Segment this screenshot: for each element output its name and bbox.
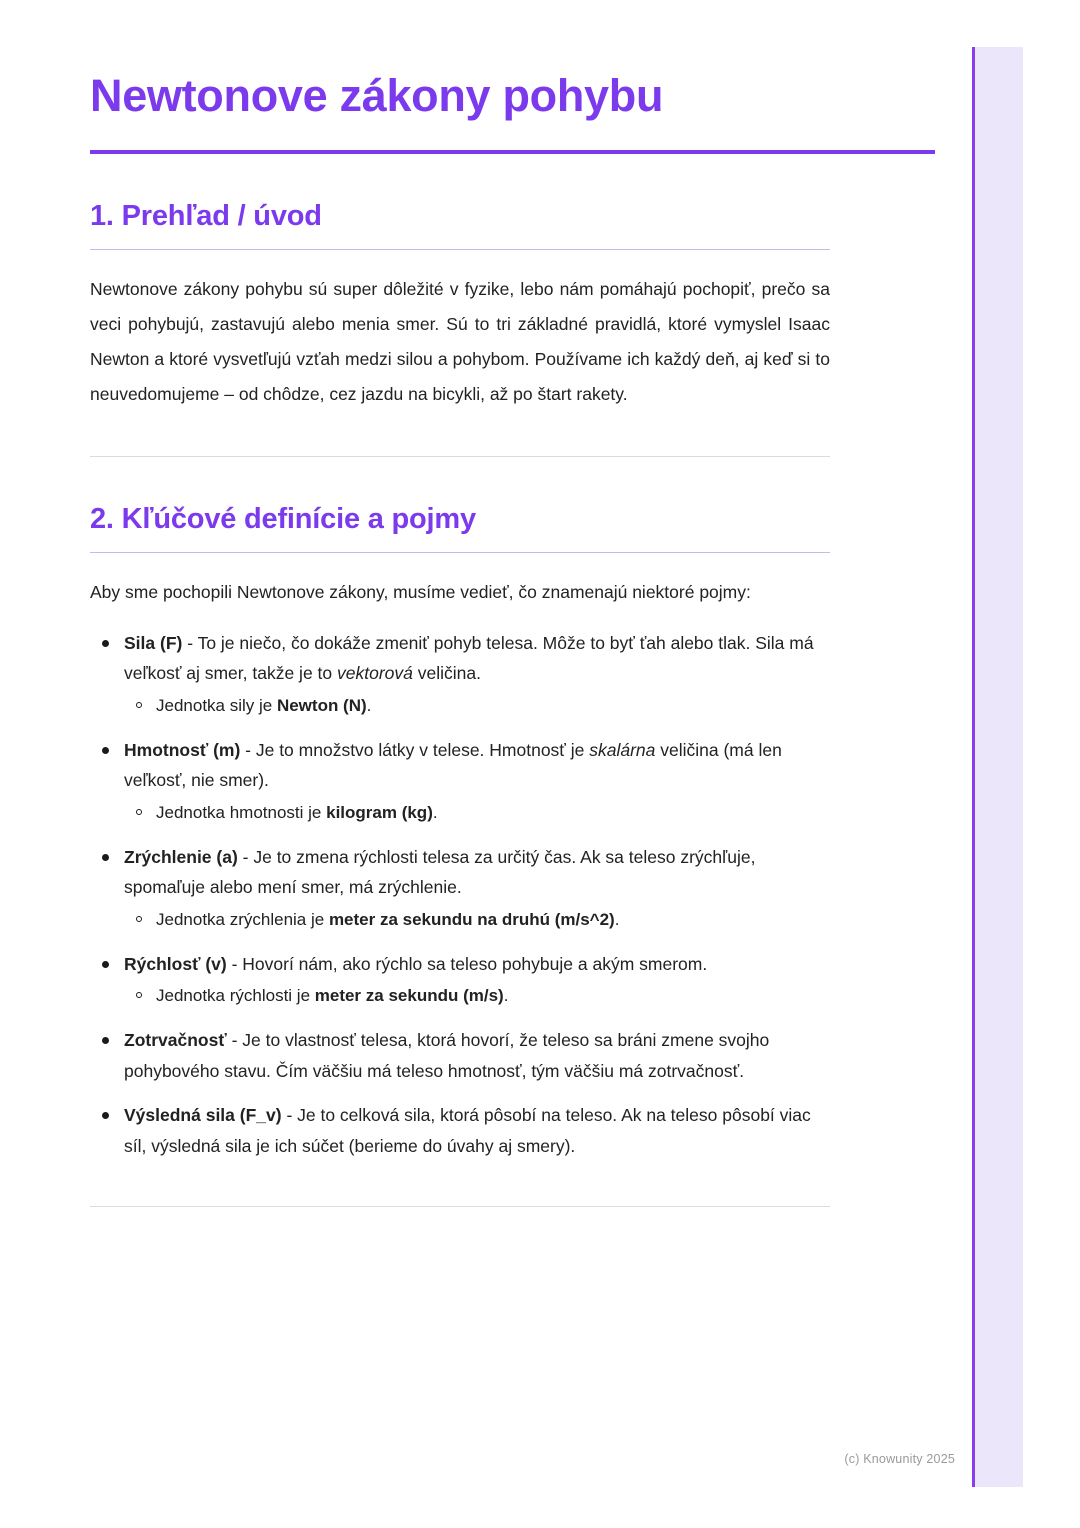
definition-term: Výsledná sila (F_v) bbox=[124, 1105, 282, 1126]
unit-value: Newton (N) bbox=[276, 696, 367, 715]
decorative-side-band bbox=[975, 47, 1023, 1487]
definition-term: Rýchlosť (v) bbox=[124, 953, 227, 974]
list-item bbox=[90, 628, 830, 721]
sub-list-item bbox=[124, 691, 830, 721]
section-1-heading: 1. Prehľad / úvod bbox=[90, 199, 322, 232]
section-1-paragraph: Newtonove zákony pohybu sú super dôležité v fyzike, lebo nám pomáhajú pochopiť, prečo sa veci pohybujú, zastavujú alebo menia smer. Sú to tri základné pravidlá, ktoré vymyslel Isaac Newton a ktoré vysvetľujú vzťah medzi silou a pohybom. Používame ich každý deň, aj keď si to neuvedomujeme – od chôdze, cez jazdu na bicykli, až po štart rakety. bbox=[90, 278, 830, 404]
definition-text: - To je niečo, čo dokáže zmeniť pohyb telesa. Môže to byť ťah alebo tlak. Sila má veľkosť aj smer, takže je to bbox=[124, 632, 814, 684]
definition-term: Hmotnosť (m) bbox=[124, 739, 241, 760]
definition-text: - Hovorí nám, ako rýchlo sa teleso pohybuje a akým smerom. bbox=[226, 953, 708, 974]
unit-label: Jednotka hmotnosti je bbox=[156, 803, 327, 822]
sub-list-item bbox=[124, 798, 830, 828]
definition-emphasis: vektorová bbox=[337, 663, 413, 684]
title-underline bbox=[90, 150, 935, 154]
definition-text: - Je to množstvo látky v telese. Hmotnosť je bbox=[240, 739, 590, 760]
unit-sublist bbox=[124, 905, 830, 935]
unit-suffix: . bbox=[432, 803, 438, 822]
section-definitions bbox=[90, 503, 935, 1162]
unit-sublist bbox=[124, 798, 830, 828]
sub-list-item bbox=[124, 905, 830, 935]
footer-copyright: (c) Knowunity 2025 bbox=[844, 1452, 955, 1466]
definition-term: Zrýchlenie (a) bbox=[124, 846, 238, 867]
section-2-paragraph: Aby sme pochopili Newtonove zákony, musíme vedieť, čo znamenajú niektoré pojmy: bbox=[90, 581, 751, 602]
unit-label: Jednotka sily je bbox=[156, 696, 277, 715]
decorative-side-band-edge bbox=[972, 47, 975, 1487]
unit-sublist bbox=[124, 691, 830, 721]
list-item bbox=[90, 1025, 830, 1086]
definition-text: - Je to zmena rýchlosti telesa za určitý čas. Ak sa teleso zrýchľuje, spomaľuje alebo mení smer, má zrýchlenie. bbox=[124, 846, 756, 898]
definition-text: - Je to vlastnosť telesa, ktorá hovorí, že teleso sa bráni zmene svojho pohybového stavu. Čím väčšiu má teleso hmotnosť, tým väčšiu má zotrvačnosť. bbox=[124, 1030, 770, 1081]
section-2-rule bbox=[90, 552, 830, 553]
definitions-list bbox=[90, 628, 830, 1162]
unit-suffix: . bbox=[503, 986, 509, 1006]
section-bottom-divider bbox=[90, 1206, 830, 1207]
definition-term: Sila (F) bbox=[124, 632, 183, 653]
unit-suffix: . bbox=[614, 910, 620, 929]
sub-list-item bbox=[124, 981, 830, 1011]
document-content bbox=[90, 70, 935, 1207]
definition-emphasis: skalárna bbox=[589, 739, 656, 760]
unit-value: meter za sekundu (m/s) bbox=[314, 986, 504, 1006]
unit-sublist bbox=[124, 981, 830, 1011]
page-title: Newtonove zákony pohybu bbox=[90, 70, 664, 121]
list-item bbox=[90, 735, 830, 828]
unit-value: meter za sekundu na druhú (m/s^2) bbox=[328, 910, 615, 929]
definition-term: Zotrvačnosť bbox=[124, 1030, 227, 1051]
unit-label: Jednotka rýchlosti je bbox=[156, 986, 315, 1006]
unit-label: Jednotka zrýchlenia je bbox=[156, 910, 329, 929]
definition-text: - Je to celková sila, ktorá pôsobí na teleso. Ak na teleso pôsobí viac síl, výsledná sila je ich súčet (berieme do úvahy aj smery). bbox=[124, 1105, 811, 1156]
section-1-rule bbox=[90, 249, 830, 250]
unit-suffix: . bbox=[366, 696, 372, 715]
section-divider bbox=[90, 456, 830, 457]
list-item bbox=[90, 842, 830, 935]
definition-text-tail: veličina (má len veľkosť, nie smer). bbox=[124, 739, 782, 791]
unit-value: kilogram (kg) bbox=[326, 803, 433, 822]
list-item bbox=[90, 949, 830, 1011]
definition-text-tail: veličina. bbox=[412, 663, 481, 684]
list-item bbox=[90, 1100, 830, 1161]
section-2-heading: 2. Kľúčové definície a pojmy bbox=[90, 502, 476, 535]
section-overview bbox=[90, 200, 935, 412]
